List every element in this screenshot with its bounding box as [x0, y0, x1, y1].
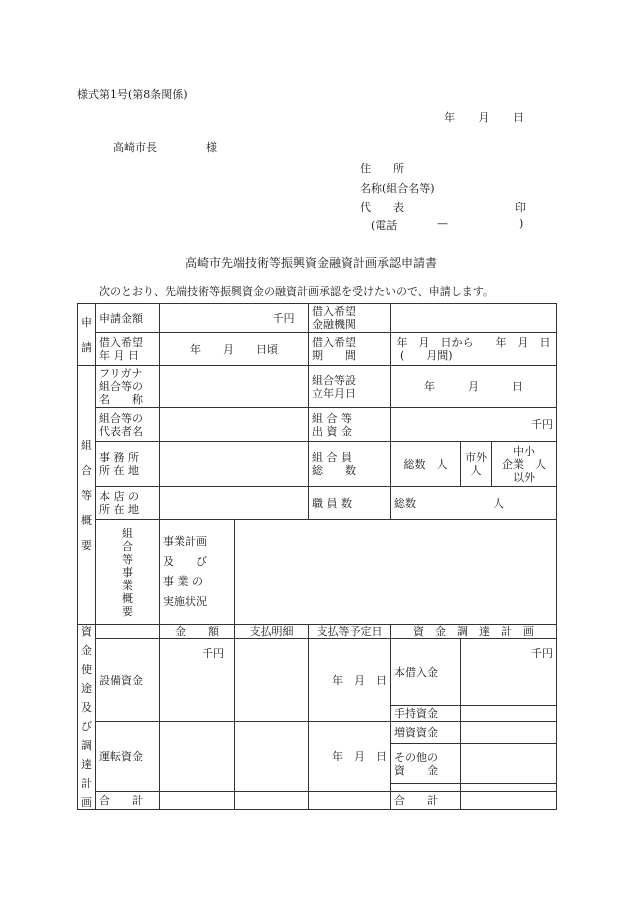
operating-amount[interactable] — [160, 722, 235, 792]
capital-unit: 千円 — [531, 418, 554, 431]
org-rep-label: 組合等の 代表者名 — [96, 408, 160, 442]
col-amount-header: 金 額 — [160, 625, 235, 639]
amount-value[interactable] — [160, 304, 309, 333]
capital-label: 組 合 等 出 資 金 — [309, 408, 391, 442]
address-label: 住 所 — [360, 162, 404, 175]
own-funds-value[interactable] — [461, 706, 557, 722]
section-org-business-label: 組 合 等 事 業 概 要 — [96, 520, 160, 625]
total-right-label: 合 計 — [391, 792, 461, 810]
capital-increase-value[interactable] — [461, 722, 557, 744]
intro-text: 次のとおり、先端技術等振興資金の融資計画承認を受けたいので、申請します。 — [99, 285, 494, 298]
loan-unit: 千円 — [531, 647, 554, 660]
date-year: 年 — [444, 111, 455, 124]
equipment-amount[interactable] — [160, 639, 235, 722]
name-label: 名称(組合名等) — [360, 182, 435, 195]
staff-label: 職 員 数 — [309, 487, 391, 520]
date-month: 月 — [478, 111, 490, 124]
org-name-value[interactable] — [160, 366, 309, 408]
operating-fund-label: 運転資金 — [96, 722, 160, 792]
col-date-header: 支払等予定日 — [309, 625, 391, 639]
section-org-overview-label: 組 合 等 概 要 — [78, 366, 96, 625]
business-plan-value[interactable] — [235, 520, 557, 625]
amount-label: 申請金額 — [96, 304, 160, 333]
phone-close: ) — [519, 217, 524, 230]
total-right-value[interactable] — [461, 792, 557, 810]
addressee: 高崎市長 — [113, 141, 157, 154]
operating-date[interactable]: 年 月 日 — [309, 722, 391, 792]
col-source-header: 資 金 調 達 計 画 — [391, 625, 557, 639]
office-label: 事 務 所 所 在 地 — [96, 442, 160, 487]
date-day: 日 — [513, 111, 524, 124]
total-left-detail[interactable] — [235, 792, 309, 810]
total-left-amount[interactable] — [160, 792, 235, 810]
funds-filler — [391, 784, 461, 792]
office-value[interactable] — [160, 442, 309, 487]
loan-date-value[interactable]: 年 月 日頃 — [160, 333, 309, 366]
phone-dash: — — [437, 217, 448, 230]
seal-mark: 印 — [515, 201, 526, 214]
bank-value[interactable] — [391, 304, 557, 333]
date-line — [444, 109, 524, 125]
other-funds-value[interactable] — [461, 744, 557, 784]
org-rep-value[interactable] — [160, 408, 309, 442]
members-total[interactable]: 総数 人 — [391, 442, 461, 487]
document-title: 高崎市先端技術等振興資金融資計画承認申請書 — [185, 256, 438, 270]
amount-unit: 千円 — [272, 311, 295, 325]
members-outside-city[interactable]: 市外 人 — [461, 442, 492, 487]
loan-date-label: 借入希望 年 月 日 — [96, 333, 160, 366]
hq-label: 本 店 の 所 在 地 — [96, 487, 160, 520]
section-fund-plan-label: 資 金 使 途 及 び 調 達 計 画 — [78, 625, 96, 810]
establishment-value[interactable]: 年 月 日 — [391, 366, 557, 408]
staff-value[interactable]: 総数 人 — [391, 487, 557, 520]
org-name-label: フリガナ 組合等の 名 称 — [96, 366, 160, 408]
funds-filler-value — [461, 784, 557, 792]
equipment-fund-label: 設備資金 — [96, 639, 160, 722]
loan-label: 本借入金 — [391, 639, 461, 706]
other-funds-label: その他の 資 金 — [391, 744, 461, 784]
business-plan-label: 事業計画 及 び 事 業 の 実施状況 — [160, 520, 235, 625]
members-non-sme[interactable]: 中小 企業 人 以外 — [492, 442, 557, 487]
capital-increase-label: 増資資金 — [391, 722, 461, 744]
establishment-label: 組合等設 立年月日 — [309, 366, 391, 408]
operating-detail[interactable] — [235, 722, 309, 792]
loan-period-value[interactable]: 年 月 日から 年 月 日 ( 月間) — [391, 333, 557, 366]
representative-label: 代 表 — [360, 201, 404, 214]
members-label: 組 合 員 総 数 — [309, 442, 391, 487]
own-funds-label: 手持資金 — [391, 706, 461, 722]
hq-value[interactable] — [160, 487, 309, 520]
phone-open: (電話 — [371, 219, 398, 232]
equipment-unit: 千円 — [202, 647, 224, 660]
capital-value[interactable] — [391, 408, 557, 442]
col-detail-header: 支払明細 — [235, 625, 309, 639]
form-number: 様式第1号(第8条関係) — [77, 88, 188, 101]
loan-period-label: 借入希望 期 間 — [309, 333, 391, 366]
equipment-detail[interactable] — [235, 639, 309, 722]
loan-value[interactable] — [461, 639, 557, 706]
total-left-date[interactable] — [309, 792, 391, 810]
application-form-table — [77, 303, 557, 810]
addressee-honorific: 様 — [206, 141, 217, 154]
fund-header-blank — [96, 625, 160, 639]
total-left-label: 合 計 — [96, 792, 160, 810]
equipment-date[interactable]: 年 月 日 — [309, 639, 391, 722]
bank-label: 借入希望 金融機関 — [309, 304, 391, 333]
section-application-label: 申 請 — [78, 304, 96, 366]
